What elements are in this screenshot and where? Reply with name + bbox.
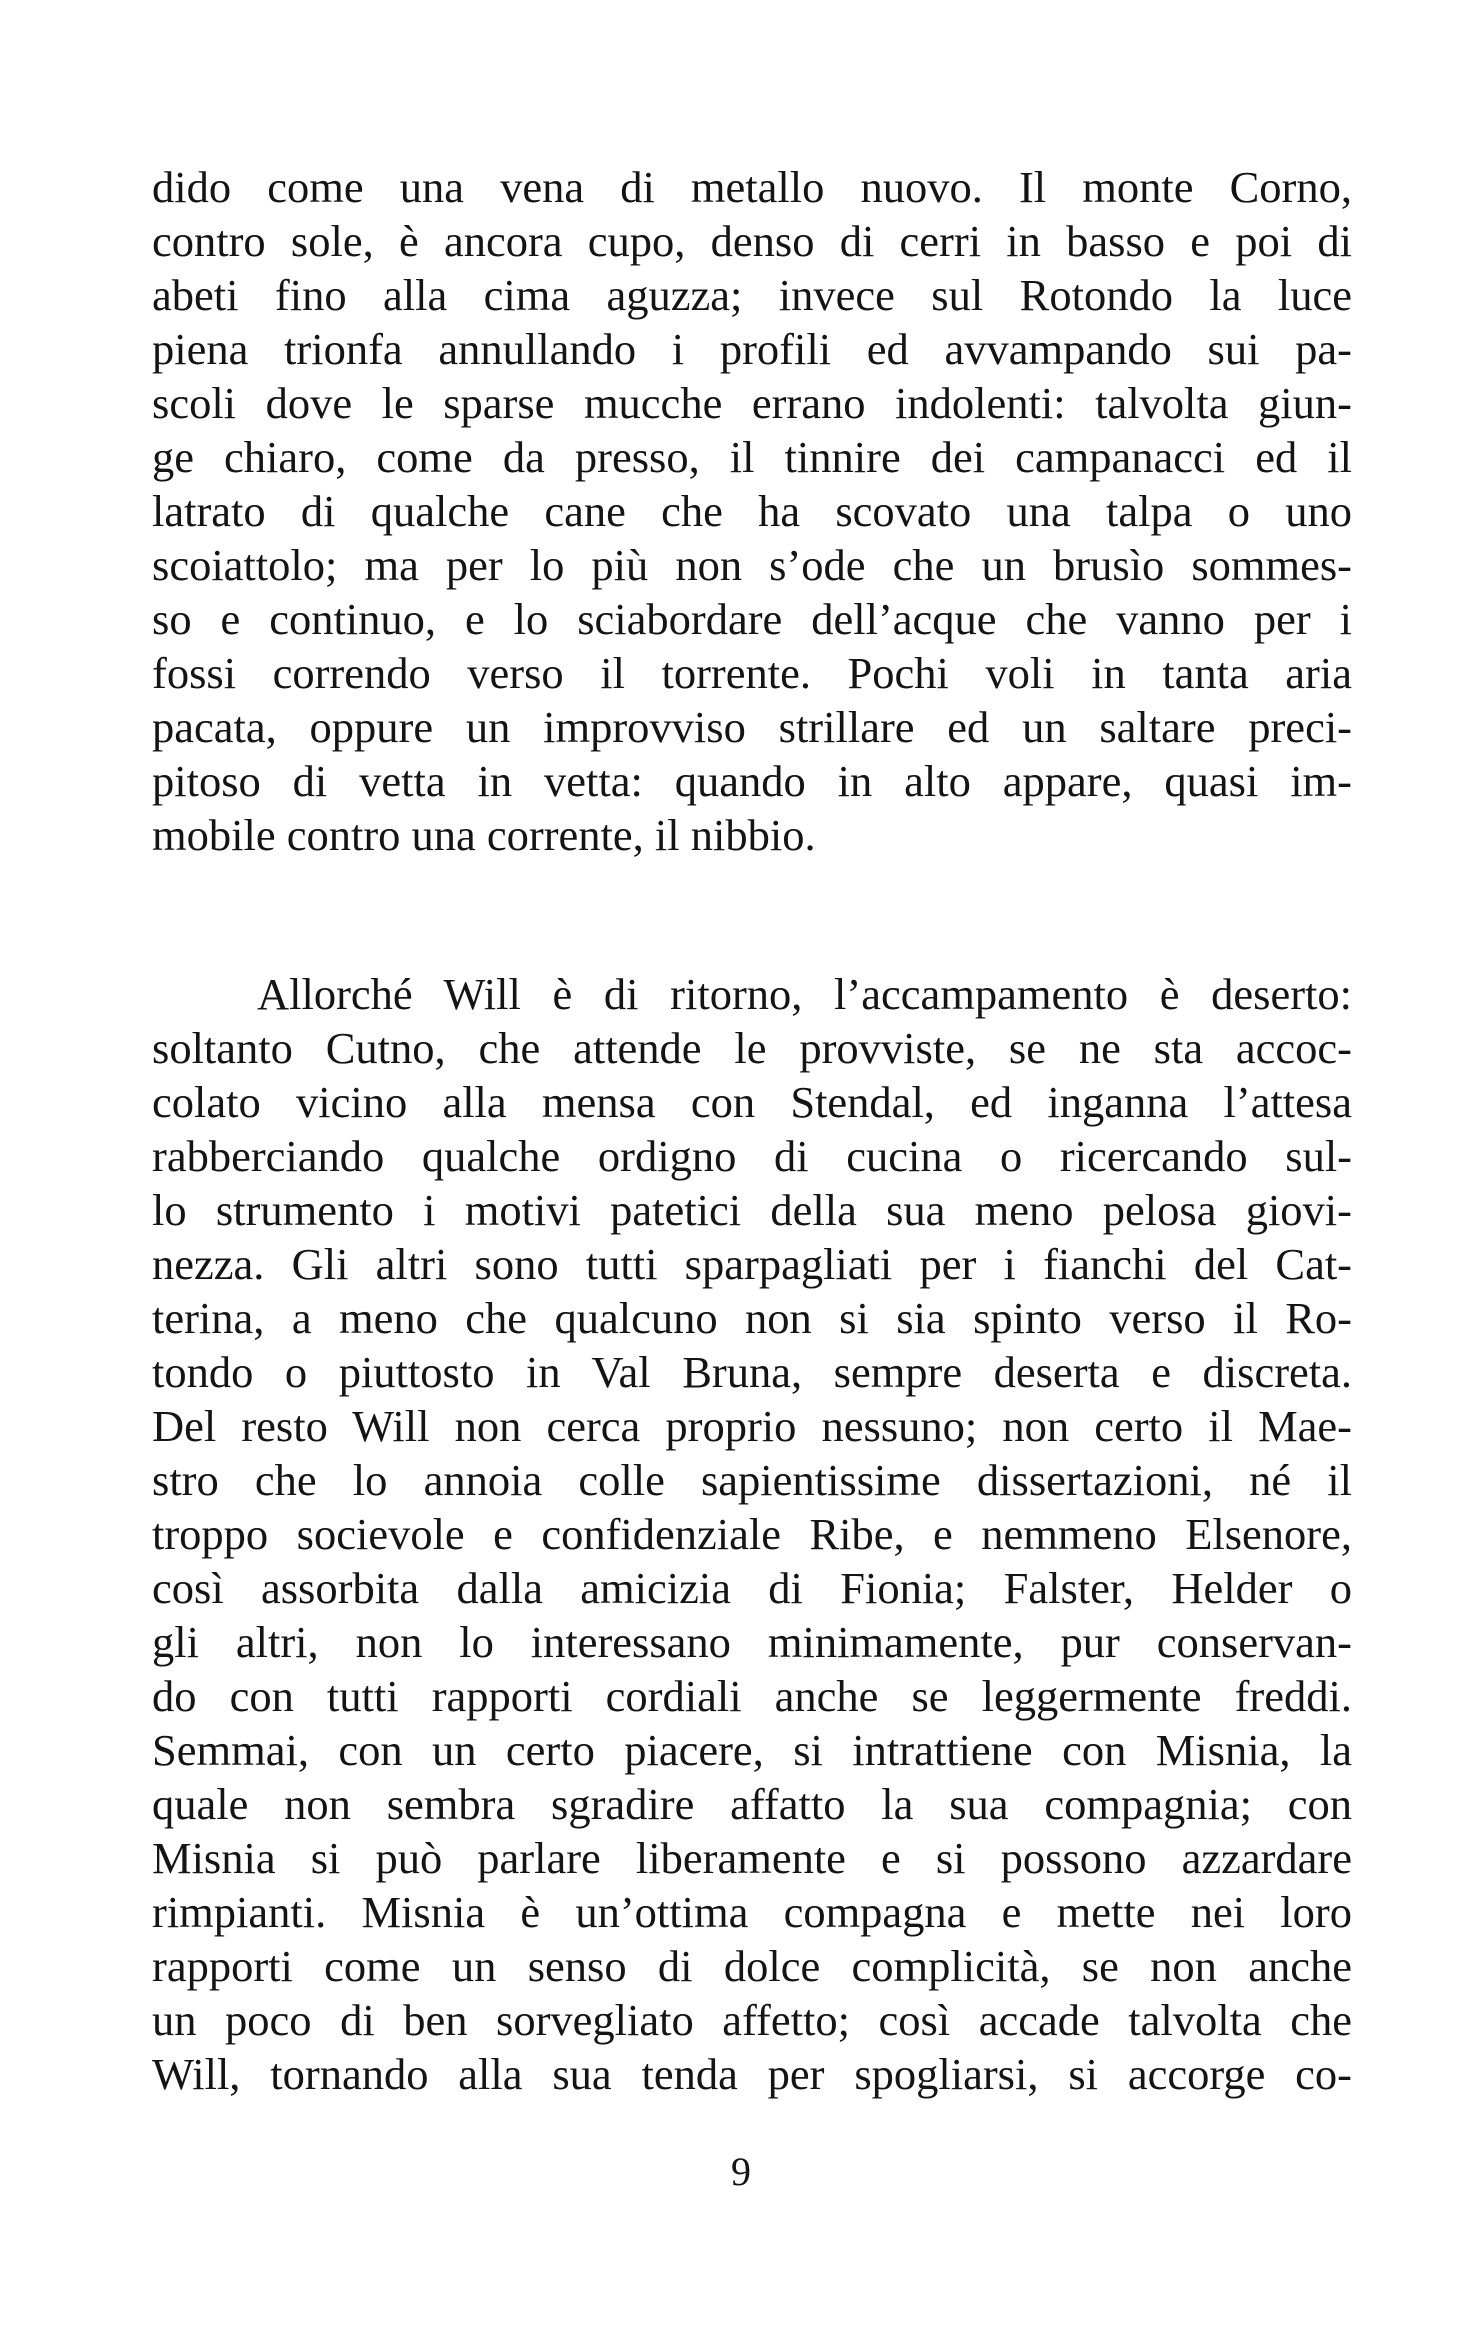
text-line: pacata, oppure un improvviso strillare ed un saltare preci-: [152, 702, 1352, 752]
text-line: gli altri, non lo interessano minimamente, pur conservan-: [152, 1617, 1352, 1667]
text-line: scoiattolo; ma per lo più non s’ode che un brusìo sommes-: [152, 540, 1352, 590]
text-line: così assorbita dalla amicizia di Fionia; Falster, Helder o: [152, 1563, 1352, 1613]
text-line: ge chiaro, come da presso, il tinnire dei campanacci ed il: [152, 432, 1352, 482]
text-line: stro che lo annoia colle sapientissime dissertazioni, né il: [152, 1455, 1352, 1505]
text-line: Semmai, con un certo piacere, si intrattiene con Misnia, la: [152, 1725, 1352, 1775]
text-line: colato vicino alla mensa con Stendal, ed inganna l’attesa: [152, 1077, 1352, 1127]
text-line: so e continuo, e lo sciabordare dell’acque che vanno per i: [152, 594, 1352, 644]
text-line: Will, tornando alla sua tenda per spogliarsi, si accorge co-: [152, 2049, 1352, 2099]
text-line: quale non sembra sgradire affatto la sua compagnia; con: [152, 1779, 1352, 1829]
text-line: mobile contro una corrente, il nibbio.: [152, 810, 816, 860]
text-line: piena trionfa annullando i profili ed avvampando sui pa-: [152, 324, 1352, 374]
text-line: contro sole, è ancora cupo, denso di cerri in basso e poi di: [152, 216, 1352, 266]
text-line: dido come una vena di metallo nuovo. Il monte Corno,: [152, 162, 1352, 212]
paragraph-2: [152, 967, 1352, 2101]
text-line: scoli dove le sparse mucche errano indolenti: talvolta giun-: [152, 378, 1352, 428]
text-line: lo strumento i motivi patetici della sua meno pelosa giovi-: [152, 1185, 1352, 1235]
text-line: pitoso di vetta in vetta: quando in alto appare, quasi im-: [152, 756, 1352, 806]
text-line: Misnia si può parlare liberamente e si possono azzardare: [152, 1833, 1352, 1883]
paragraph-1: [152, 160, 1352, 862]
text-line: rimpianti. Misnia è un’ottima compagna e mette nei loro: [152, 1887, 1352, 1937]
text-line: nezza. Gli altri sono tutti sparpagliati per i fianchi del Cat-: [152, 1239, 1352, 1289]
text-line: rapporti come un senso di dolce complicità, se non anche: [152, 1941, 1352, 1991]
text-line: soltanto Cutno, che attende le provviste, se ne sta accoc-: [152, 1023, 1352, 1073]
page-number: 9: [731, 2149, 751, 2194]
text-line: tondo o piuttosto in Val Bruna, sempre deserta e discreta.: [152, 1347, 1352, 1397]
text-line: abeti fino alla cima aguzza; invece sul Rotondo la luce: [152, 270, 1352, 320]
text-line: fossi correndo verso il torrente. Pochi voli in tanta aria: [152, 648, 1352, 698]
text-line: do con tutti rapporti cordiali anche se leggermente freddi.: [152, 1671, 1352, 1721]
text-line: un poco di ben sorvegliato affetto; così accade talvolta che: [152, 1995, 1352, 2045]
text-line: troppo socievole e confidenziale Ribe, e nemmeno Elsenore,: [152, 1509, 1352, 1559]
text-line: Allorché Will è di ritorno, l’accampamento è deserto:: [257, 969, 1352, 1019]
text-line: latrato di qualche cane che ha scovato una talpa o uno: [152, 486, 1352, 536]
text-line: rabberciando qualche ordigno di cucina o ricercando sul-: [152, 1131, 1352, 1181]
text-line: terina, a meno che qualcuno non si sia spinto verso il Ro-: [152, 1293, 1352, 1343]
text-line: Del resto Will non cerca proprio nessuno; non certo il Mae-: [152, 1401, 1352, 1451]
